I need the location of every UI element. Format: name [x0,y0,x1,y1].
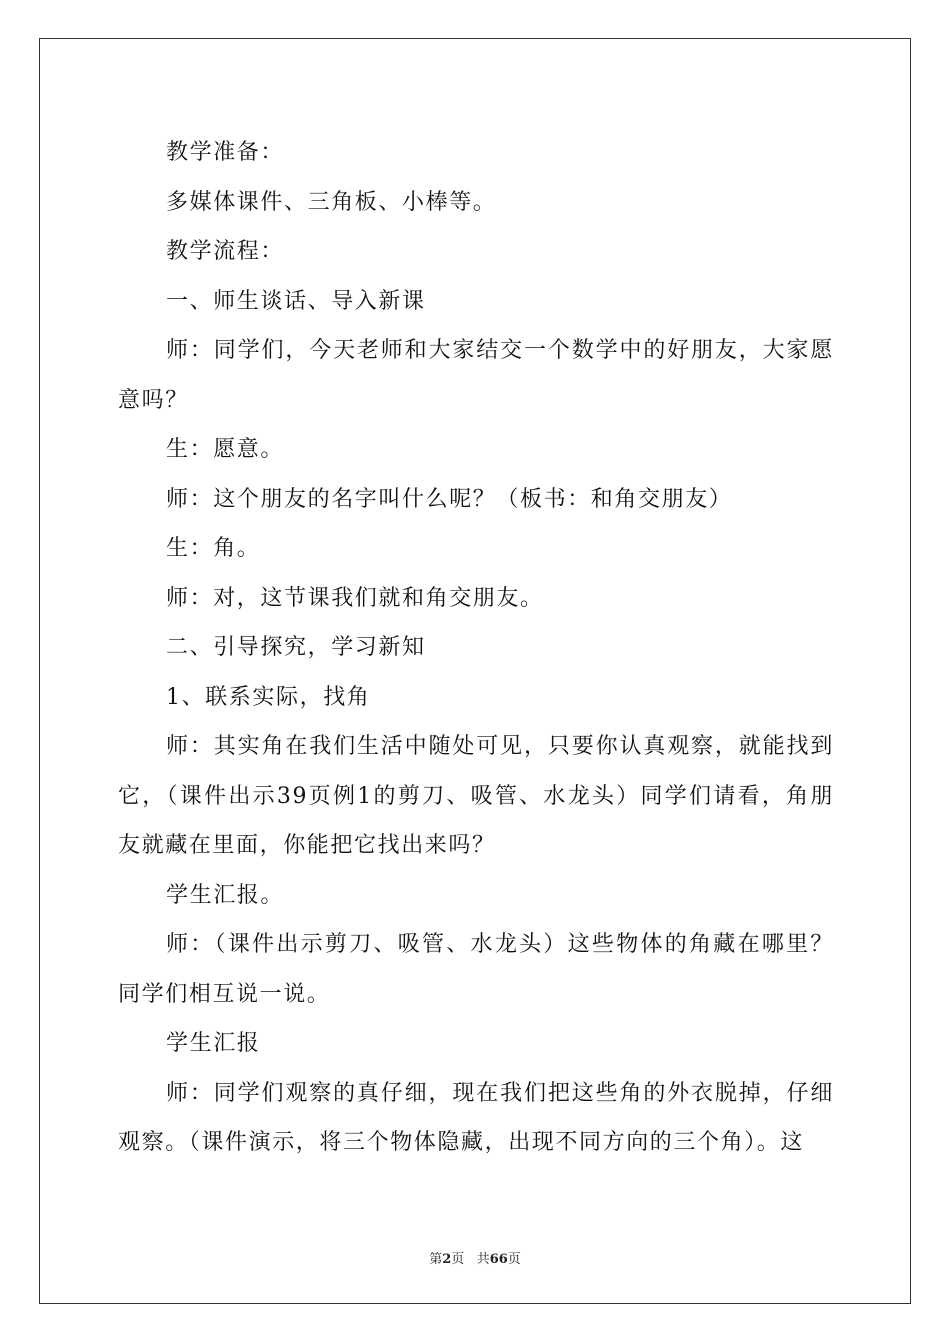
paragraph: 师：（课件出示剪刀、吸管、水龙头）这些物体的角藏在哪里？同学们相互说一说。 [118,932,834,1007]
page-number: 2 [442,1252,452,1267]
paragraph: 二、引导探究，学习新知 [166,635,426,660]
paragraph: 多媒体课件、三角板、小棒等。 [166,189,497,215]
paragraph: 教学流程： [166,239,285,264]
paragraph: 学生汇报 [166,1031,261,1056]
paragraph: 师：同学们，今天老师和大家结交一个数学中的好朋友，大家愿意吗？ [118,338,834,413]
paragraph: 教学准备： [166,140,285,165]
paragraph: 师：对，这节课我们就和角交朋友。 [166,585,544,611]
total-prefix: 共 [476,1252,490,1267]
page-suffix: 页 [451,1252,465,1267]
paragraph: 师：这个朋友的名字叫什么呢？（板书：和角交朋友） [166,486,733,512]
paragraph: 生：角。 [166,536,261,561]
paragraph: 师：同学们观察的真仔细，现在我们把这些角的外衣脱掉，仔细观察。（课件演示，将三个物体隐藏，出现不同方向的三个角）。这 [118,1080,834,1155]
paragraph: 生：愿意。 [166,437,285,462]
paragraph: 师：其实角在我们生活中随处可见，只要你认真观察，就能找到它，（课件出示39页例1的剪刀、吸管、水龙头）同学们请看，角朋友就藏在里面，你能把它找出来吗？ [118,734,834,858]
total-pages: 66 [489,1252,508,1267]
page-prefix: 第 [429,1252,443,1267]
page-footer [0,1248,950,1267]
paragraph: 学生汇报。 [166,882,285,908]
paragraph: 一、师生谈话、导入新课 [166,288,426,314]
paragraph: 1、联系实际，找角 [166,684,371,710]
document-body [118,128,834,1168]
total-suffix: 页 [507,1252,521,1267]
